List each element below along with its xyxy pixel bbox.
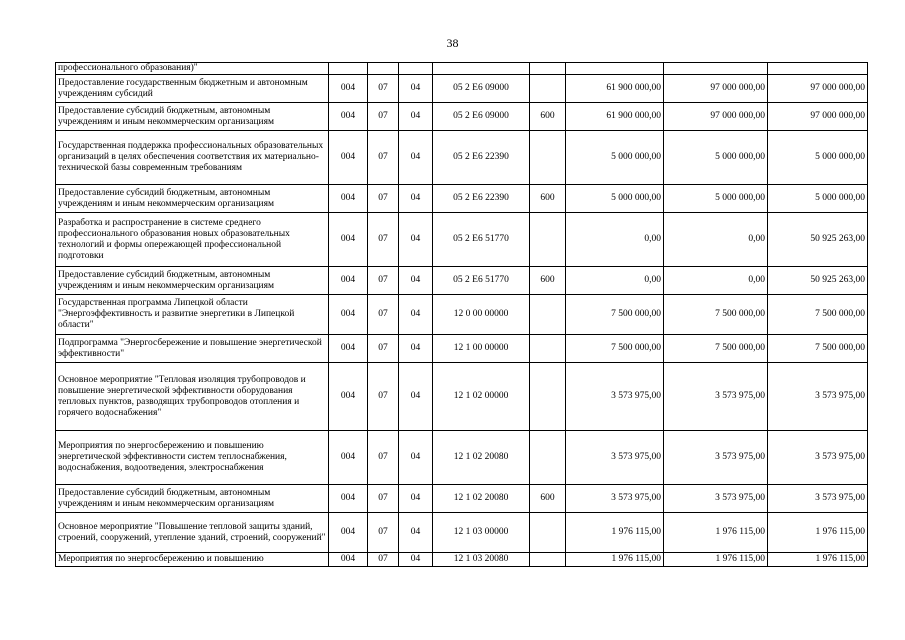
cell-amount-2: 5 000 000,00 [664,185,768,213]
cell-amount-1: 3 573 975,00 [566,363,664,431]
cell-section: 07 [368,335,399,363]
table-row [56,131,868,185]
cell-expense-type: 600 [530,103,566,131]
cell-section: 07 [368,485,399,513]
cell-expense-type [530,63,566,75]
table-row [56,363,868,431]
cell-amount-2: 5 000 000,00 [664,131,768,185]
page-number: 38 [446,36,459,50]
cell-admin-code: 004 [329,513,368,553]
cell-name: Подпрограмма "Энергосбережение и повышение энергетической эффективности" [56,335,329,363]
cell-amount-1: 1 976 115,00 [566,513,664,553]
cell-admin-code [329,63,368,75]
cell-amount-3: 5 000 000,00 [768,131,868,185]
cell-subsection: 04 [399,553,433,567]
cell-target-article: 12 1 03 20080 [433,553,530,567]
cell-amount-3: 97 000 000,00 [768,103,868,131]
cell-subsection: 04 [399,267,433,295]
cell-admin-code: 004 [329,75,368,103]
cell-admin-code: 004 [329,485,368,513]
table-row [56,267,868,295]
cell-amount-1: 5 000 000,00 [566,185,664,213]
cell-expense-type [530,213,566,267]
cell-amount-2: 97 000 000,00 [664,75,768,103]
cell-name: Предоставление государственным бюджетным и автономным учреждениям субсидий [56,75,329,103]
table-row [56,75,868,103]
cell-subsection: 04 [399,103,433,131]
cell-amount-3: 3 573 975,00 [768,363,868,431]
table-row [56,295,868,335]
cell-expense-type: 600 [530,485,566,513]
cell-target-article: 05 2 Е6 22390 [433,131,530,185]
cell-amount-1: 3 573 975,00 [566,485,664,513]
cell-section: 07 [368,431,399,485]
cell-target-article: 12 1 02 20080 [433,431,530,485]
cell-amount-3: 50 925 263,00 [768,267,868,295]
cell-amount-1: 3 573 975,00 [566,431,664,485]
cell-admin-code: 004 [329,431,368,485]
cell-expense-type [530,295,566,335]
cell-target-article: 12 1 03 00000 [433,513,530,553]
cell-name: Предоставление субсидий бюджетным, автономным учреждениям и иным некоммерческим организациям [56,267,329,295]
cell-name: Государственная поддержка профессиональных образовательных организаций в целях обеспечения соответствия их материально-технической базы современным требованиям [56,131,329,185]
cell-name: профессионального образования)" [56,63,329,75]
table-row [56,553,868,567]
table-row [56,513,868,553]
cell-admin-code: 004 [329,185,368,213]
budget-table-body [56,63,868,567]
cell-amount-1 [566,63,664,75]
cell-amount-3: 1 976 115,00 [768,513,868,553]
cell-amount-3: 7 500 000,00 [768,335,868,363]
cell-target-article: 05 2 Е6 09000 [433,103,530,131]
cell-amount-2: 7 500 000,00 [664,335,768,363]
cell-section: 07 [368,103,399,131]
cell-expense-type: 600 [530,267,566,295]
cell-amount-2: 0,00 [664,213,768,267]
cell-section: 07 [368,513,399,553]
cell-admin-code: 004 [329,103,368,131]
table-row [56,485,868,513]
cell-target-article: 05 2 Е6 09000 [433,75,530,103]
cell-name: Мероприятия по энергосбережению и повышению [56,553,329,567]
cell-amount-2: 1 976 115,00 [664,553,768,567]
cell-admin-code: 004 [329,553,368,567]
cell-name: Основное мероприятие "Тепловая изоляция трубопроводов и повышение энергетической эффективности оборудования тепловых пунктов, разводящих трубопроводов отопления и горячего водоснабжения" [56,363,329,431]
cell-name: Предоставление субсидий бюджетным, автономным учреждениям и иным некоммерческим организациям [56,103,329,131]
cell-amount-2: 0,00 [664,267,768,295]
cell-admin-code: 004 [329,363,368,431]
cell-target-article: 12 0 00 00000 [433,295,530,335]
cell-target-article [433,63,530,75]
cell-subsection: 04 [399,335,433,363]
cell-amount-1: 5 000 000,00 [566,131,664,185]
cell-amount-3: 3 573 975,00 [768,485,868,513]
cell-expense-type: 600 [530,185,566,213]
cell-expense-type [530,131,566,185]
budget-table [55,62,868,567]
cell-subsection: 04 [399,213,433,267]
table-row [56,431,868,485]
cell-subsection: 04 [399,295,433,335]
cell-admin-code: 004 [329,335,368,363]
cell-amount-1: 7 500 000,00 [566,295,664,335]
cell-amount-3: 3 573 975,00 [768,431,868,485]
cell-target-article: 05 2 Е6 51770 [433,213,530,267]
table-row [56,213,868,267]
cell-amount-3: 50 925 263,00 [768,213,868,267]
cell-subsection: 04 [399,363,433,431]
cell-amount-1: 0,00 [566,267,664,295]
cell-section: 07 [368,553,399,567]
cell-amount-3: 5 000 000,00 [768,185,868,213]
cell-amount-3: 97 000 000,00 [768,75,868,103]
cell-amount-1: 61 900 000,00 [566,75,664,103]
cell-subsection [399,63,433,75]
cell-target-article: 12 1 02 20080 [433,485,530,513]
cell-subsection: 04 [399,75,433,103]
cell-name: Государственная программа Липецкой области "Энергоэффективность и развитие энергетики в Липецкой области" [56,295,329,335]
cell-section [368,63,399,75]
cell-section: 07 [368,267,399,295]
cell-target-article: 12 1 02 00000 [433,363,530,431]
cell-expense-type [530,431,566,485]
cell-expense-type [530,363,566,431]
cell-amount-2 [664,63,768,75]
table-row [56,63,868,75]
cell-section: 07 [368,363,399,431]
cell-subsection: 04 [399,185,433,213]
cell-expense-type [530,553,566,567]
cell-amount-3 [768,63,868,75]
cell-amount-3: 1 976 115,00 [768,553,868,567]
cell-admin-code: 004 [329,267,368,295]
cell-name: Предоставление субсидий бюджетным, автономным учреждениям и иным некоммерческим организациям [56,185,329,213]
cell-amount-2: 3 573 975,00 [664,431,768,485]
cell-amount-3: 7 500 000,00 [768,295,868,335]
cell-amount-2: 3 573 975,00 [664,485,768,513]
cell-subsection: 04 [399,485,433,513]
cell-amount-1: 0,00 [566,213,664,267]
cell-expense-type [530,513,566,553]
cell-subsection: 04 [399,431,433,485]
cell-amount-1: 61 900 000,00 [566,103,664,131]
cell-amount-2: 3 573 975,00 [664,363,768,431]
cell-amount-2: 97 000 000,00 [664,103,768,131]
cell-section: 07 [368,185,399,213]
cell-target-article: 12 1 00 00000 [433,335,530,363]
cell-section: 07 [368,75,399,103]
table-row [56,335,868,363]
cell-section: 07 [368,131,399,185]
cell-name: Мероприятия по энергосбережению и повышению энергетической эффективности систем теплоснабжения, водоснабжения, водоотведения, электроснабжения [56,431,329,485]
cell-section: 07 [368,213,399,267]
cell-amount-2: 7 500 000,00 [664,295,768,335]
cell-expense-type [530,75,566,103]
cell-section: 07 [368,295,399,335]
table-row [56,185,868,213]
cell-amount-1: 1 976 115,00 [566,553,664,567]
cell-subsection: 04 [399,513,433,553]
cell-target-article: 05 2 Е6 22390 [433,185,530,213]
cell-admin-code: 004 [329,131,368,185]
cell-expense-type [530,335,566,363]
cell-name: Разработка и распространение в системе среднего профессионального образования новых образовательных технологий и формы опережающей профессиональной подготовки [56,213,329,267]
cell-amount-2: 1 976 115,00 [664,513,768,553]
cell-admin-code: 004 [329,213,368,267]
cell-target-article: 05 2 Е6 51770 [433,267,530,295]
cell-amount-1: 7 500 000,00 [566,335,664,363]
table-row [56,103,868,131]
cell-admin-code: 004 [329,295,368,335]
cell-name: Основное мероприятие "Повышение тепловой защиты зданий, строений, сооружений, утепление зданий, строений, сооружений" [56,513,329,553]
cell-subsection: 04 [399,131,433,185]
cell-name: Предоставление субсидий бюджетным, автономным учреждениям и иным некоммерческим организациям [56,485,329,513]
